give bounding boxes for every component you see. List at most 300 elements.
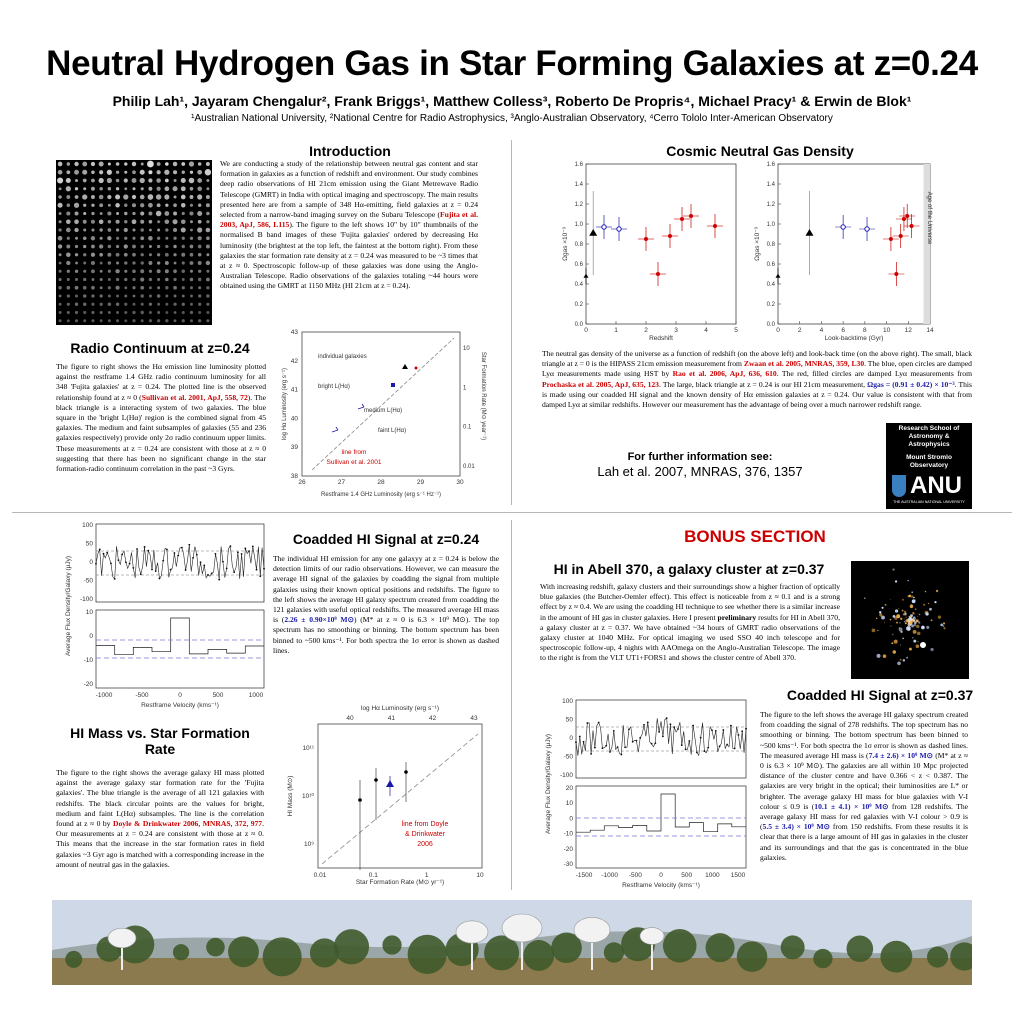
galaxy-thumbnail xyxy=(82,194,87,199)
galaxy-thumbnail xyxy=(141,303,144,306)
coadd37-text-part3: from 128 redshifts. The average galaxy HI mass for red galaxies with V-I colour > 0.9 is ( xyxy=(760,801,969,832)
galaxy-thumbnail xyxy=(149,303,152,306)
y2-tick-label: 0.01 xyxy=(463,464,475,470)
galaxy-thumbnail xyxy=(59,311,62,314)
galaxy-thumbnail xyxy=(165,278,169,282)
galaxy-thumbnail xyxy=(75,262,78,265)
galaxy-thumbnail xyxy=(91,220,95,224)
anu-wordmark: ANU xyxy=(910,472,962,499)
galaxy-thumbnail xyxy=(66,261,70,265)
galaxy-thumbnail xyxy=(198,245,202,249)
anu-logo-block xyxy=(886,423,972,509)
cluster-galaxy xyxy=(909,616,911,618)
galaxy-thumbnail xyxy=(83,204,86,207)
galaxy-thumbnail xyxy=(174,196,177,199)
galaxy-thumbnail xyxy=(141,187,144,190)
cluster-galaxy xyxy=(879,611,881,613)
galaxy-thumbnail xyxy=(99,195,104,200)
observatory-label: Mount Stromlo Observatory xyxy=(906,454,952,469)
radio-heading: Radio Continuum at z=0.24 xyxy=(70,340,250,356)
galaxy-thumbnail xyxy=(198,261,202,265)
doyle-line xyxy=(322,734,478,864)
tree xyxy=(173,944,189,960)
galaxy-thumbnail xyxy=(74,162,78,166)
himass-sfr-plot xyxy=(280,700,492,890)
galaxy-thumbnail xyxy=(115,269,119,273)
galaxy-thumbnail xyxy=(182,261,185,264)
cluster-galaxy xyxy=(877,654,881,658)
y-tick-label: 39 xyxy=(290,444,298,452)
galaxy-thumbnail xyxy=(57,177,63,183)
galaxy-thumbnail xyxy=(100,319,103,322)
galaxy-thumbnail xyxy=(174,262,177,265)
galaxy-thumbnail xyxy=(116,171,119,174)
galaxy-thumbnail xyxy=(140,269,144,273)
galaxy-thumbnail xyxy=(67,204,70,207)
x-tick-label: 0 xyxy=(659,872,663,879)
x-tick-label: 27 xyxy=(337,479,346,486)
galaxy-thumbnail xyxy=(140,277,144,281)
y-tick-label: 0.2 xyxy=(766,302,775,308)
top-y-tick-label: 0 xyxy=(89,559,93,566)
bright-label: bright L(Hα) xyxy=(318,384,350,390)
x-tick-label: 500 xyxy=(681,872,693,879)
radio-continuum-plot xyxy=(278,326,488,502)
x-axis-label: Look-backtime (Gyr) xyxy=(824,335,884,342)
x-tick-label: 0 xyxy=(584,327,588,334)
prochaska-point xyxy=(889,237,893,241)
cosmic-ref-zwaan[interactable]: Zwaan et al. 2005, MNRAS, 359, L30 xyxy=(743,359,865,369)
galaxy-thumbnail xyxy=(59,270,62,273)
cluster-galaxy xyxy=(929,608,932,611)
cluster-galaxy xyxy=(899,628,903,632)
y-tick-label: 40 xyxy=(290,415,298,423)
galaxy-thumbnail xyxy=(59,220,62,223)
galaxy-thumbnail xyxy=(164,211,169,216)
prochaska-point xyxy=(680,217,684,221)
galaxy-thumbnail xyxy=(116,286,120,290)
galaxy-thumbnail xyxy=(206,319,209,322)
gmrt-dish-icon xyxy=(640,928,664,945)
galaxy-thumbnail xyxy=(91,179,95,183)
top-y-tick-label: -50 xyxy=(563,753,573,761)
galaxy-thumbnail xyxy=(83,253,86,256)
galaxy-thumbnail xyxy=(181,219,186,224)
y-tick-label: 41 xyxy=(290,386,298,394)
rao-point xyxy=(841,225,845,229)
galaxy-thumbnail xyxy=(182,212,185,215)
cluster-galaxy xyxy=(911,591,913,593)
x-axis-label: Redshift xyxy=(649,335,673,342)
cluster-galaxy xyxy=(890,599,891,600)
top-spectrum-line xyxy=(576,718,746,756)
galaxy-thumbnail xyxy=(124,253,128,257)
bottom-binned-spectrum xyxy=(96,618,264,655)
y-tick-label: 0.4 xyxy=(766,282,775,288)
tree xyxy=(263,937,302,976)
tree xyxy=(65,951,82,968)
galaxy-thumbnail xyxy=(164,170,169,175)
galaxy-thumbnail xyxy=(181,227,186,232)
galaxy-thumbnail xyxy=(190,171,193,174)
galaxy-thumbnail xyxy=(132,219,137,224)
galaxy-thumbnail xyxy=(148,236,153,241)
galaxy-thumbnail xyxy=(157,278,160,281)
doyle-annotation-line1: line from Doyle xyxy=(401,821,449,828)
average-triangle xyxy=(386,780,394,787)
gmrt-panorama-photo xyxy=(52,900,972,985)
galaxy-thumbnail xyxy=(190,229,193,232)
galaxy-thumbnail xyxy=(75,237,78,240)
galaxy-thumbnail xyxy=(165,179,169,183)
galaxy-thumbnail xyxy=(206,187,209,190)
bonus-heading: BONUS SECTION xyxy=(684,527,826,546)
galaxy-thumbnail xyxy=(75,187,78,190)
himass-reference[interactable]: Doyle & Drinkwater 2006, MNRAS, 372, 977 xyxy=(113,819,263,829)
tree xyxy=(228,936,259,967)
galaxy-thumbnail xyxy=(197,211,202,216)
galaxy-thumbnail xyxy=(181,195,186,200)
y-tick-label: 0.6 xyxy=(574,262,583,268)
cluster-galaxy xyxy=(892,634,893,635)
galaxy-thumbnail xyxy=(165,219,170,224)
galaxy-thumbnail xyxy=(181,253,185,257)
gmrt-dish-icon xyxy=(456,921,488,943)
cluster-galaxy xyxy=(934,601,936,603)
galaxy-thumbnail xyxy=(149,286,152,289)
galaxy-thumbnail xyxy=(157,319,160,322)
x-tick-label: 28 xyxy=(377,479,385,486)
galaxy-thumbnail xyxy=(206,162,210,166)
intro-reference[interactable]: Fujita et al. 2003, ApJ, 586, L115 xyxy=(220,210,479,230)
cosmic-caption-a: The neutral gas density of the universe as a function of redshift (on the above left) and look-back time (on the above right). The small, black triangle at z = 0 is the HIPASS 21cm emission measurement from xyxy=(542,349,972,369)
x-tick-label: -1500 xyxy=(575,872,593,879)
galaxy-thumbnail xyxy=(116,220,120,224)
poster-title: Neutral Hydrogen Gas in Star Forming Galaxies at z=0.24 xyxy=(46,44,978,83)
galaxy-thumbnail xyxy=(206,303,209,306)
bottom-y-tick-label: 0 xyxy=(89,633,93,640)
galaxy-thumbnail xyxy=(190,311,193,314)
x-tick-label: 3 xyxy=(674,327,678,334)
galaxy-thumbnail xyxy=(75,253,78,256)
galaxy-thumbnail xyxy=(66,244,70,248)
galaxy-thumbnail xyxy=(165,228,168,231)
y-tick-label: 42 xyxy=(290,357,298,365)
radio-text xyxy=(56,362,266,474)
galaxy-thumbnail xyxy=(99,162,104,167)
galaxy-thumbnail xyxy=(107,195,111,199)
galaxy-thumbnail xyxy=(182,319,185,322)
galaxy-thumbnail xyxy=(91,303,94,306)
coadd-mass-value: 2.26 ± 0.90×10⁹ M⊙ xyxy=(284,615,354,625)
galaxy-thumbnail xyxy=(74,203,79,208)
galaxy-thumbnail xyxy=(182,270,185,273)
radio-reference[interactable]: Sullivan et al. 2001, ApJ, 558, 72 xyxy=(141,392,248,402)
galaxy-thumbnail xyxy=(83,262,86,265)
cluster-galaxy xyxy=(925,591,927,593)
intro-text-part2: ). The figure to the left shows 10" by 10" thumbnails of the normalised B band images of these 'Fujita galaxies' ordered by decreasing Hα luminosity (the brightest at the top left, the faintest at the bottom right). From these galaxies the star formation rate density at z = 0.24 was measured to be ~3 times that at z ≈ 0. Spectroscopic follow-up of these galaxies was done using the Anglo-Australian Telescope. Radio observations of the galaxies totaling ~44 hours were obtained using the GMRT at 1150 MHz (HI 21cm at z = 0.24). xyxy=(220,220,478,291)
galaxy-thumbnail xyxy=(190,237,193,240)
galaxy-thumbnail xyxy=(132,311,135,314)
tree xyxy=(706,933,735,962)
galaxy-thumbnail xyxy=(91,228,94,231)
galaxy-thumbnail xyxy=(132,212,135,215)
cosmic-caption xyxy=(542,349,972,410)
galaxy-thumbnail xyxy=(99,253,103,257)
galaxy-thumbnail xyxy=(140,220,144,224)
galaxy-thumbnail xyxy=(174,295,177,298)
galaxy-thumbnail xyxy=(74,211,78,215)
top-y-tick-label: 0 xyxy=(569,735,573,742)
galaxy-thumbnail xyxy=(83,220,87,224)
cluster-galaxy xyxy=(896,622,898,624)
abell370-cluster-image xyxy=(851,561,969,679)
coadd37-heading: Coadded HI Signal at z=0.37 xyxy=(786,687,974,703)
cluster-galaxy xyxy=(944,627,946,629)
galaxy-thumbnail xyxy=(206,261,210,265)
galaxy-thumbnail xyxy=(182,295,185,298)
galaxy-thumbnail xyxy=(58,203,63,208)
galaxy-thumbnail xyxy=(124,261,127,264)
prochaska-point xyxy=(644,237,648,241)
galaxy-thumbnail xyxy=(108,245,111,248)
galaxy-thumbnail xyxy=(124,178,128,182)
galaxy-thumbnail xyxy=(66,228,71,233)
gmrt-dish-icon xyxy=(502,914,542,942)
galaxy-thumbnail xyxy=(75,294,78,297)
galaxy-thumbnail xyxy=(91,212,94,215)
galaxy-thumbnail xyxy=(206,203,210,207)
galaxy-thumbnail xyxy=(75,311,78,314)
cluster-galaxy xyxy=(918,621,919,622)
plot-frame xyxy=(778,164,930,324)
cluster-galaxy xyxy=(883,654,887,658)
galaxy-thumbnail xyxy=(149,319,152,322)
divider-horizontal xyxy=(12,512,1012,513)
galaxy-thumbnail xyxy=(190,319,193,322)
divider-vertical-top xyxy=(511,140,512,505)
galaxy-thumbnail xyxy=(99,244,103,248)
top-y-tick-label: -100 xyxy=(559,772,573,779)
bright-square xyxy=(391,383,395,387)
galaxy-thumbnail xyxy=(148,187,152,191)
x-axis-label: Restframe Velocity (kms⁻¹) xyxy=(141,702,219,709)
coadd-heading: Coadded HI Signal at z=0.24 xyxy=(292,531,480,547)
galaxy-thumbnail xyxy=(197,178,202,183)
galaxy-thumbnail xyxy=(148,261,152,265)
galaxy-thumbnail xyxy=(165,245,168,248)
galaxy-thumbnail xyxy=(59,278,62,281)
cluster-galaxy xyxy=(915,608,917,610)
galaxy-thumbnail xyxy=(66,170,70,174)
cluster-galaxy xyxy=(892,568,894,570)
galaxy-thumbnail xyxy=(133,295,136,298)
galaxy-thumbnail xyxy=(124,270,127,273)
cosmic-caption-d: . The large, black triangle at z = 0.24 is our HI 21cm measurement, xyxy=(658,379,868,389)
galaxy-thumbnail xyxy=(165,303,168,306)
cluster-galaxy xyxy=(890,619,892,621)
galaxy-thumbnail xyxy=(124,162,127,165)
cluster-galaxy xyxy=(912,612,914,614)
cluster-galaxy xyxy=(893,615,896,618)
y-axis-label: Ωgas ×10⁻³ xyxy=(754,227,761,261)
galaxy-thumbnail xyxy=(132,170,136,174)
cosmic-ref-prochaska[interactable]: Prochaska et al. 2005, ApJ, 635, 123 xyxy=(542,379,659,389)
galaxy-thumbnail xyxy=(83,311,86,314)
galaxy-thumbnail xyxy=(83,187,86,190)
galaxy-thumbnail xyxy=(100,311,103,314)
coadd37-text xyxy=(760,710,968,863)
y-tick-label: 0.0 xyxy=(766,322,775,328)
galaxy-thumbnail xyxy=(189,161,194,166)
galaxy-thumbnail xyxy=(164,194,169,199)
y-tick-label: 1.0 xyxy=(574,222,583,228)
galaxy-thumbnail xyxy=(157,228,160,231)
tree xyxy=(927,947,948,968)
galaxy-thumbnail xyxy=(132,319,135,322)
y-axis-label: Ωgas ×10⁻³ xyxy=(562,227,569,261)
galaxy-thumbnail xyxy=(206,179,209,182)
cluster-galaxy xyxy=(915,599,916,600)
galaxy-thumbnail xyxy=(58,170,63,175)
galaxy-thumbnail xyxy=(66,178,71,183)
galaxy-thumbnail xyxy=(107,236,111,240)
bottom-y-tick-label: 0 xyxy=(569,815,573,823)
galaxy-thumbnail xyxy=(205,169,211,175)
cosmic-ref-rao[interactable]: Rao et al. 2006, ApJ, 636, 610 xyxy=(672,369,777,379)
galaxy-thumbnail xyxy=(206,245,210,249)
galaxy-thumbnail xyxy=(91,319,94,322)
galaxy-thumbnail xyxy=(100,212,103,215)
galaxy-thumbnail xyxy=(173,237,176,240)
galaxy-thumbnail xyxy=(74,170,79,175)
y-tick-label: 1.6 xyxy=(766,162,775,168)
galaxy-thumbnail xyxy=(116,278,119,281)
galaxy-thumbnail xyxy=(115,194,120,199)
coadd-text xyxy=(273,554,499,656)
x-axis-label: Star Formation Rate (M⊙ yr⁻¹) xyxy=(355,879,445,886)
galaxy-thumbnail xyxy=(132,178,137,183)
y2-tick-label: 1 xyxy=(463,385,467,392)
galaxy-thumbnail xyxy=(100,237,103,240)
bottom-binned-spectrum xyxy=(576,794,746,832)
galaxy-thumbnail xyxy=(132,278,135,281)
galaxy-thumbnail xyxy=(124,286,127,289)
cluster-galaxy xyxy=(925,612,928,615)
galaxy-thumbnail xyxy=(67,278,70,281)
galaxy-thumbnail xyxy=(66,211,70,215)
sullivan-annotation-line1: line from xyxy=(341,449,367,456)
coadd37-spectrum-plot xyxy=(540,696,752,890)
y-tick-label: 1.2 xyxy=(766,202,775,208)
galaxy-thumbnail xyxy=(132,203,136,207)
cluster-galaxy xyxy=(919,614,921,616)
y-tick-label: 10¹⁰ xyxy=(301,793,314,800)
galaxy-thumbnail xyxy=(58,244,62,248)
galaxy-thumbnail xyxy=(124,204,127,207)
galaxy-thumbnail xyxy=(173,303,176,306)
galaxy-thumbnail xyxy=(124,171,127,174)
galaxy-thumbnail xyxy=(124,294,127,297)
cluster-galaxy xyxy=(940,624,943,627)
y-axis-label: log Hα Luminosity (erg s⁻¹) xyxy=(282,368,288,440)
galaxy-thumbnail xyxy=(140,203,144,207)
galaxy-thumbnail xyxy=(157,203,161,207)
galaxy-thumbnail xyxy=(189,211,193,215)
omega-lookback-chart xyxy=(748,158,940,342)
tree xyxy=(523,940,554,971)
galaxy-thumbnail xyxy=(132,187,135,190)
galaxy-thumbnail xyxy=(165,162,169,166)
gmrt-dish-icon xyxy=(108,928,136,948)
galaxy-thumbnail xyxy=(149,245,152,248)
x-tick-label: 10 xyxy=(476,872,484,879)
y2-axis-label: Star Formation Rate (M⊙ year⁻¹) xyxy=(480,351,486,441)
galaxy-thumbnail xyxy=(198,311,201,314)
galaxy-thumbnail xyxy=(99,203,103,207)
coadd37-spectrum-chart xyxy=(540,696,752,890)
galaxy-thumbnail xyxy=(197,227,202,232)
galaxy-thumbnail xyxy=(190,286,193,289)
cluster-galaxy xyxy=(879,613,882,616)
y-tick-label: 0.8 xyxy=(574,242,583,248)
cluster-galaxy xyxy=(906,617,907,618)
x2-axis-label: log Hα Luminosity (erg s⁻¹) xyxy=(361,705,439,712)
galaxy-thumbnail xyxy=(165,204,168,207)
prochaska-point xyxy=(689,214,693,218)
cluster-galaxy xyxy=(894,640,898,644)
further-info-reference[interactable]: Lah et al. 2007, MNRAS, 376, 1357 xyxy=(597,464,803,479)
cluster-galaxy xyxy=(895,580,897,582)
x-tick-label: 8 xyxy=(863,327,867,334)
galaxy-thumbnail xyxy=(108,311,111,314)
galaxy-thumbnail xyxy=(140,228,143,231)
x2-tick-label: 43 xyxy=(470,715,478,722)
galaxy-thumbnail xyxy=(181,178,186,183)
galaxy-thumbnail xyxy=(100,278,103,281)
coadd37-text-part2: (M* at z ≈ 0 is 6.3 × 10⁹ M⊙). The galaxies are all within 10 Mpc projected distance of the cluster centre and have 0.366 < z < 0.387. The galaxies are very bright in the optical; their luminosities are L* or brighter. The average galaxy HI mass for blue galaxies with V-I colour ≤ 0.9 is ( xyxy=(760,750,968,811)
gmrt-panorama xyxy=(52,900,972,985)
medium-label: medium L(Hα) xyxy=(364,408,403,414)
galaxy-thumbnail xyxy=(91,278,94,281)
cluster-galaxy xyxy=(930,648,933,651)
himass-heading: HI Mass vs. Star Formation Rate xyxy=(70,725,250,757)
galaxy-thumbnail xyxy=(116,311,119,314)
galaxy-thumbnail xyxy=(59,262,62,265)
galaxy-thumbnail xyxy=(190,195,194,199)
cluster-galaxy xyxy=(943,622,945,624)
cluster-galaxy xyxy=(907,627,910,630)
galaxy-thumbnail xyxy=(140,170,145,175)
galaxy-thumbnail xyxy=(190,187,194,191)
galaxy-thumbnail xyxy=(59,212,62,215)
galaxy-thumbnail xyxy=(82,162,87,167)
galaxy-thumbnail xyxy=(99,303,102,306)
galaxy-thumbnail xyxy=(107,178,112,183)
cluster-galaxy xyxy=(864,597,866,599)
cluster-galaxy xyxy=(895,609,898,612)
cluster-galaxy xyxy=(900,631,902,633)
galaxy-thumbnail xyxy=(116,212,119,215)
galaxy-thumbnail xyxy=(108,228,112,232)
cluster-galaxy xyxy=(872,628,876,632)
radio-continuum-chart xyxy=(278,326,488,502)
abell370-image xyxy=(851,561,969,679)
cosmic-caption-e: . This is made using our coadded HI signal and the known density of Hα emission galaxies at z = 0.24. Our value is consistent with that from damped Lyα at similar redshifts. However our measurement has the advantage of being over a much narrower redshift range. xyxy=(542,379,972,410)
galaxy-thumbnail xyxy=(132,286,135,289)
rao-point xyxy=(602,225,606,229)
tree xyxy=(382,935,401,954)
